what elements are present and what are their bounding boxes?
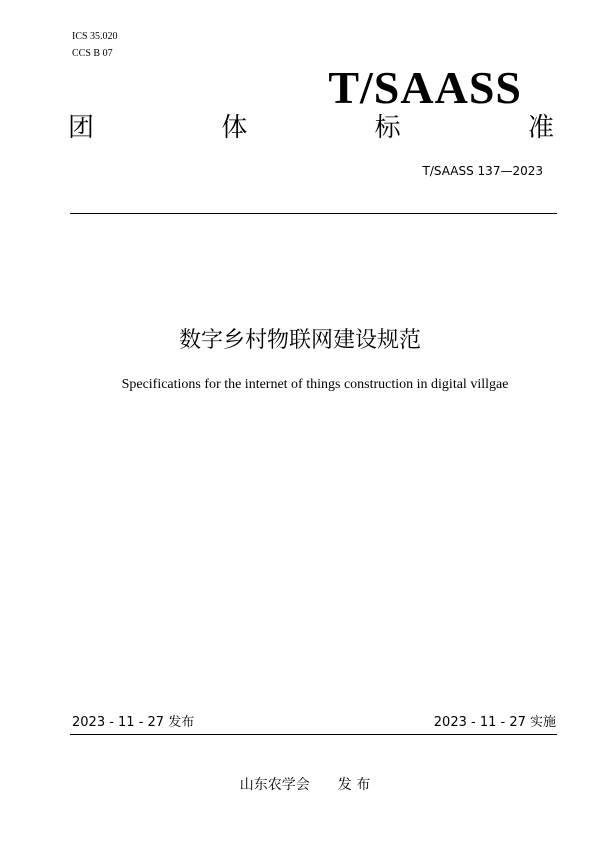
ccs-code: CCS B 07	[72, 48, 113, 59]
title-english: Specifications for the internet of things construction in digital villgae	[121, 377, 509, 392]
top-divider	[70, 213, 557, 214]
standard-type-char: 团	[68, 113, 95, 143]
standard-type-char: 标	[374, 113, 401, 143]
standard-type-char: 准	[527, 113, 554, 143]
standard-number: T/SAASS 137—2023	[422, 164, 543, 178]
organization-code: T/SAASS	[328, 62, 522, 113]
publisher-name: 山东农学会	[239, 777, 310, 793]
issue-date: 2023 - 11 - 27 发布	[72, 715, 195, 730]
publisher-line	[0, 775, 600, 795]
ics-code: ICS 35.020	[72, 31, 118, 42]
standard-type	[68, 111, 554, 145]
standard-type-char: 体	[221, 113, 248, 143]
bottom-divider	[70, 734, 557, 735]
implementation-date: 2023 - 11 - 27 实施	[433, 715, 556, 730]
title-chinese: 数字乡村物联网建设规范	[178, 328, 421, 353]
publish-action: 发 布	[337, 777, 371, 793]
